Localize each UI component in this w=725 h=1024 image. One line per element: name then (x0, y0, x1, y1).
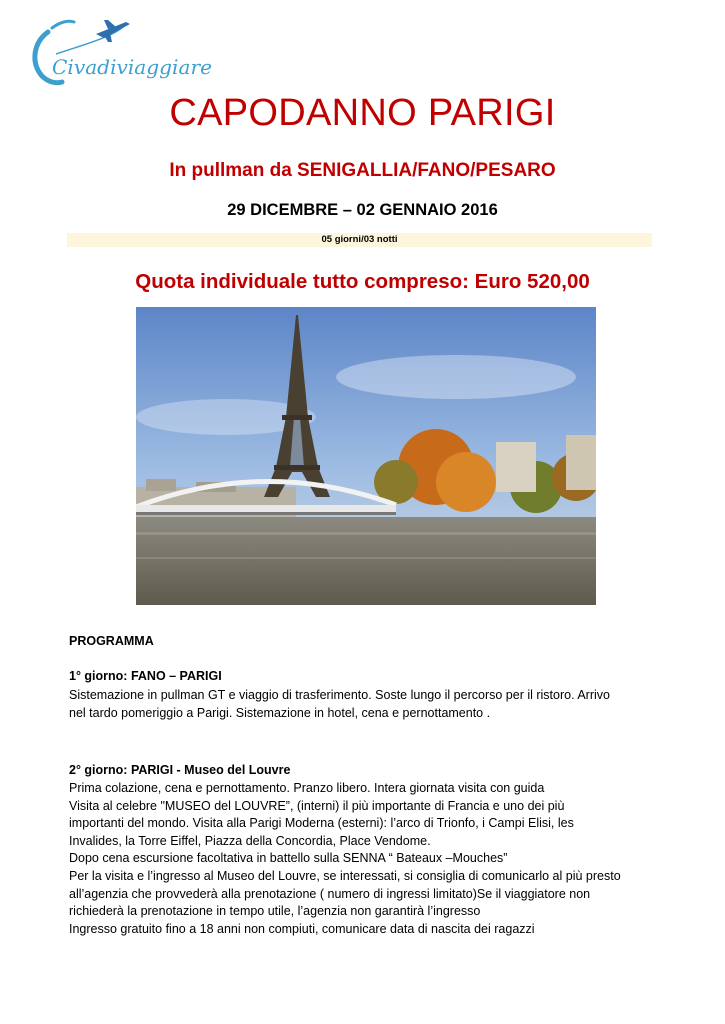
departure-subtitle: In pullman da SENIGALLIA/FANO/PESARO (169, 160, 556, 181)
text-line: Ingresso gratuito fino a 18 anni non compiuti, comunicare data di nascita dei ragazzi (69, 921, 535, 936)
text-line: Visita al celebre "MUSEO del LOUVRE”, (interni) il più importante di Francia e uno dei più (69, 798, 565, 813)
text-line: Invalides, la Torre Eiffel, Piazza della Concordia, Place Vendome. (69, 833, 431, 848)
agency-logo (26, 14, 216, 89)
day1-title: 1° giorno: FANO – PARIGI (69, 669, 222, 683)
page-title: CAPODANNO PARIGI (169, 92, 556, 134)
travel-dates: 29 DICEMBRE – 02 GENNAIO 2016 (227, 201, 498, 219)
text-line: Dopo cena escursione facoltativa in battello sulla SENNA “ Bateaux –Mouches” (69, 851, 508, 866)
day2-description (69, 780, 669, 938)
text-line: all’agenzia che provvederà alla prenotazione ( numero di ingressi limitato)Se il viaggiatore non (69, 886, 591, 901)
eiffel-tower-photo (136, 307, 596, 605)
logo-text: Civadiviaggiare (52, 55, 212, 79)
day2-title: 2° giorno: PARIGI - Museo del Louvre (69, 763, 291, 777)
program-heading: PROGRAMMA (69, 634, 154, 648)
text-line: importanti del mondo. Visita alla Parigi Moderna (esterni): l’arco di Trionfo, i Campi Elisi, les (69, 816, 574, 831)
trip-duration: 05 giorni/03 notti (321, 234, 398, 245)
text-line: Per la visita e l’ingresso al Museo del Louvre, se interessati, si consiglia di comunicarlo al più presto (69, 868, 621, 883)
day1-description (69, 687, 669, 722)
text-line: nel tardo pomeriggio a Parigi. Sistemazione in hotel, cena e pernottamento . (69, 705, 491, 720)
price-line: Quota individuale tutto compreso: Euro 520,00 (135, 270, 590, 293)
text-line: Sistemazione in pullman GT e viaggio di trasferimento. Soste lungo il percorso per il ristoro. Arrivo (69, 688, 610, 702)
text-line: Prima colazione, cena e pernottamento. Pranzo libero. Intera giornata visita con guida (69, 781, 545, 795)
text-line: richiederà la prenotazione in tempo utile, l’agenzia non garantirà l’ingresso (69, 904, 481, 919)
